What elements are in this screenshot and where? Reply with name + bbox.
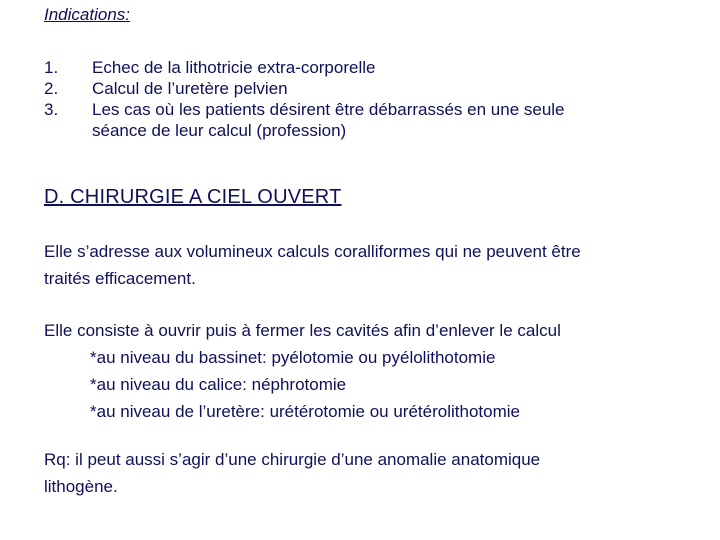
paragraph-subline: *au niveau de l’uretère: urétérotomie ou urétérolithotomie xyxy=(90,402,520,421)
paragraph-subline: *au niveau du bassinet: pyélotomie ou pyélolithotomie xyxy=(90,348,496,367)
paragraph-line: traités efficacement. xyxy=(44,269,196,288)
indications-heading: Indications: xyxy=(44,5,130,24)
section-title: D. CHIRURGIE A CIEL OUVERT xyxy=(44,186,342,208)
paragraph-note xyxy=(44,446,540,500)
paragraph-indication xyxy=(44,238,581,292)
list-item-text: Echec de la lithotricie extra-corporelle xyxy=(92,58,376,77)
list-item-text: Les cas où les patients désirent être débarrassés en une seule xyxy=(92,100,565,119)
paragraph-line: Elle s’adresse aux volumineux calculs coralliformes qui ne peuvent être xyxy=(44,242,581,261)
list-item-number: 2. xyxy=(44,79,59,98)
paragraph-line: lithogène. xyxy=(44,477,118,496)
paragraph-line: Elle consiste à ouvrir puis à fermer les cavités afin d’enlever le calcul xyxy=(44,321,561,340)
list-item-text: Calcul de l’uretère pelvien xyxy=(92,79,288,98)
list-item-continuation-text: séance de leur calcul (profession) xyxy=(92,121,347,140)
paragraph-technique xyxy=(44,317,561,425)
list-item-number: 3. xyxy=(44,100,59,119)
list-item-number: 1. xyxy=(44,58,59,77)
paragraph-subline: *au niveau du calice: néphrotomie xyxy=(90,375,347,394)
paragraph-line: Rq: il peut aussi s’agir d’une chirurgie d’une anomalie anatomique xyxy=(44,450,541,469)
